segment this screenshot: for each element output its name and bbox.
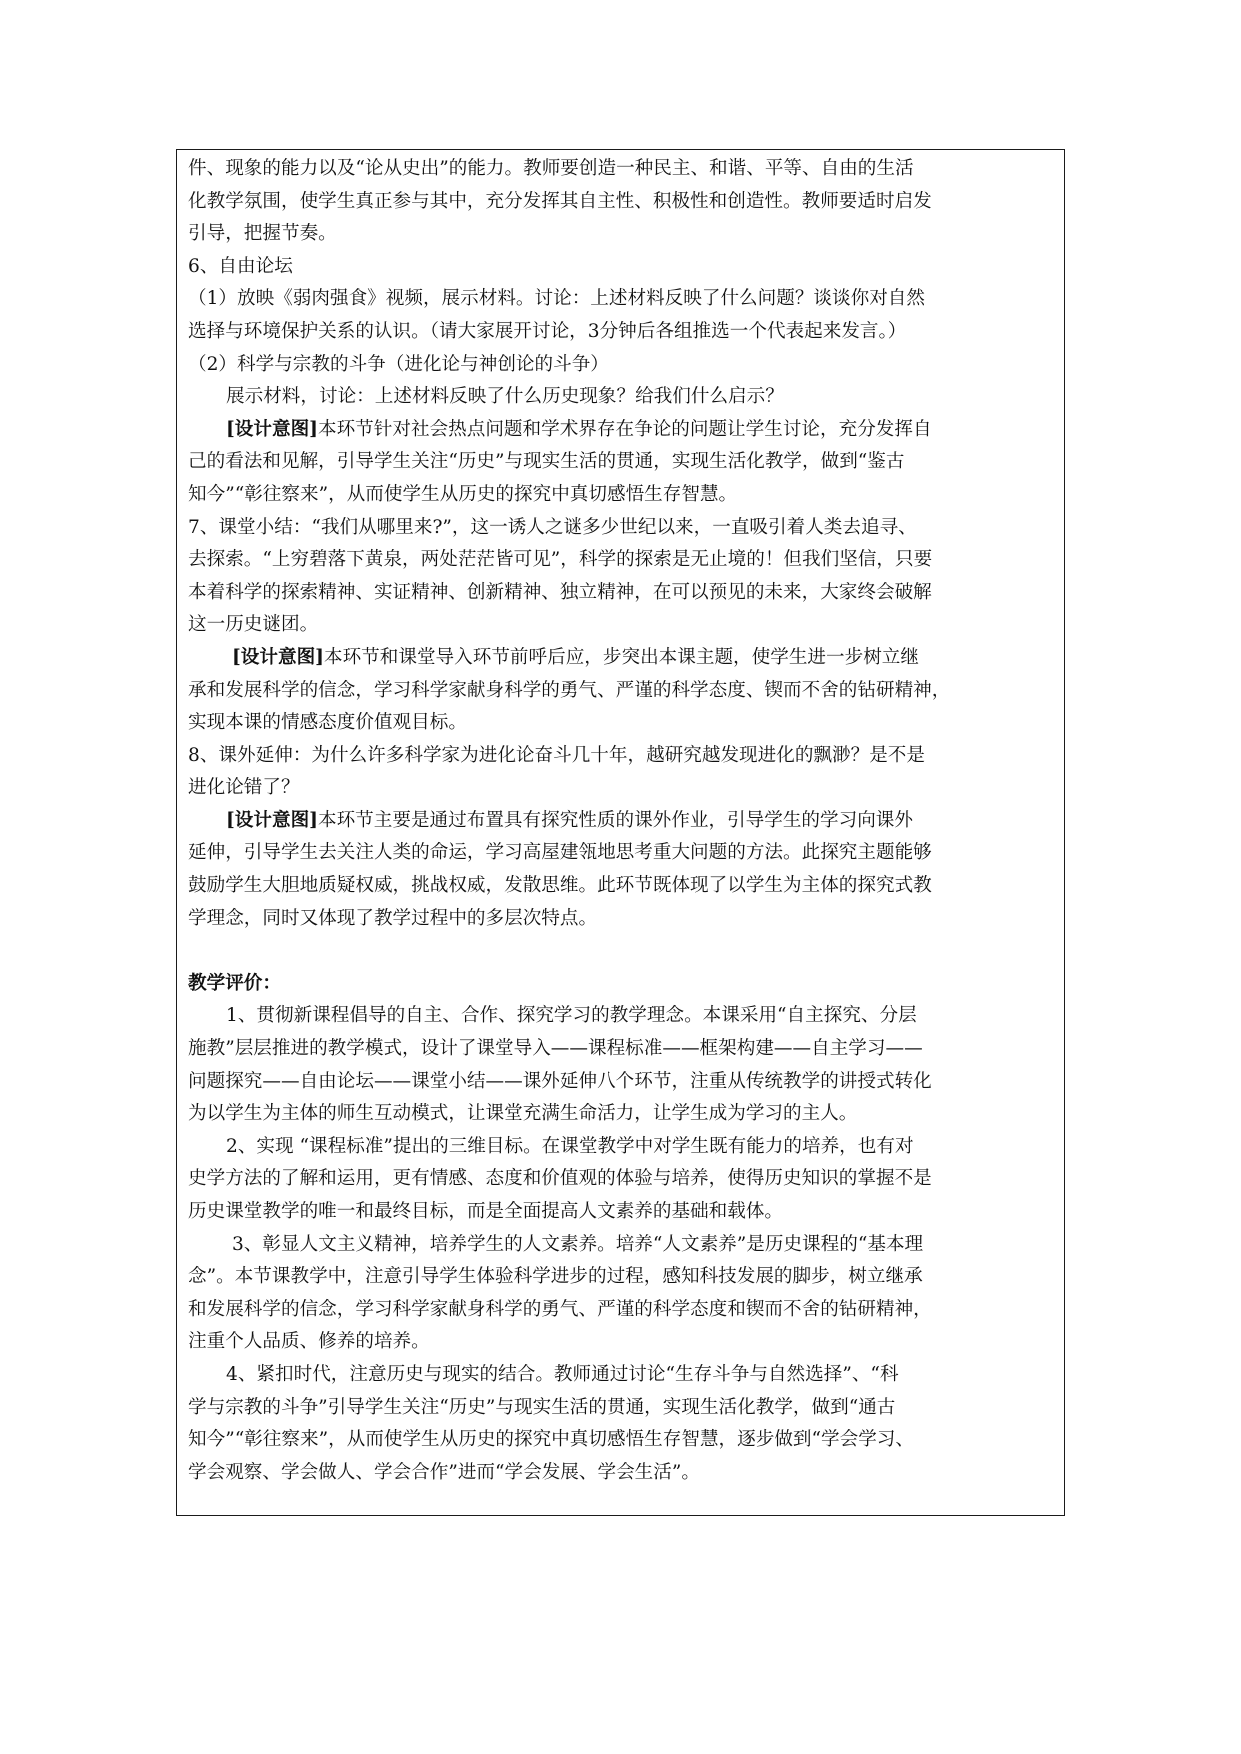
text-line bbox=[188, 1294, 1052, 1327]
text-line bbox=[188, 837, 1052, 870]
text-line bbox=[188, 1098, 1052, 1131]
design-intent-label: [设计意图] bbox=[226, 418, 318, 440]
line-text: 和发展科学的信念，学习科学家献身科学的勇气、严谨的科学态度和锲而不舍的钻研精神， bbox=[188, 1298, 932, 1320]
line-text: 6、自由论坛 bbox=[188, 255, 293, 277]
document-body bbox=[188, 153, 1052, 1489]
text-line bbox=[188, 251, 1052, 284]
line-text: 2、实现 “课程标准”提出的三维目标。在课堂教学中对学生既有能力的培养，也有对 bbox=[226, 1135, 914, 1157]
line-text: 承和发展科学的信念，学习科学家献身科学的勇气、严谨的科学态度、锲而不舍的钻研精神， bbox=[188, 679, 951, 701]
text-line bbox=[188, 153, 1052, 186]
line-text: 本环节主要是通过布置具有探究性质的课外作业，引导学生的学习向课外 bbox=[317, 809, 913, 831]
text-line bbox=[188, 283, 1052, 316]
text-line bbox=[188, 414, 1052, 447]
text-line bbox=[188, 642, 1052, 675]
design-intent-label: [设计意图] bbox=[232, 646, 324, 668]
line-text: 问题探究——自由论坛——课堂小结——课外延伸八个环节，注重从传统教学的讲授式转化 bbox=[188, 1070, 932, 1092]
line-text: 本环节和课堂导入环节前呼后应，步突出本课主题，使学生进一步树立继 bbox=[323, 646, 919, 668]
line-text: 引导，把握节奏。 bbox=[188, 223, 337, 245]
line-text: 学理念，同时又体现了教学过程中的多层次特点。 bbox=[188, 907, 598, 929]
text-line bbox=[188, 1131, 1052, 1164]
line-text: 史学方法的了解和运用，更有情感、态度和价值观的体验与培养，使得历史知识的掌握不是 bbox=[188, 1168, 932, 1190]
text-line bbox=[188, 740, 1052, 773]
line-text: 3、彰显人文主义精神，培养学生的人文素养。培养“人文素养”是历史课程的“基本理 bbox=[232, 1233, 924, 1255]
text-line bbox=[188, 381, 1052, 414]
text-line bbox=[188, 577, 1052, 610]
line-text: 选择与环境保护关系的认识。（请大家展开讨论，3分钟后各组推选一个代表起来发言。） bbox=[188, 320, 907, 342]
line-text: 教学评价： bbox=[188, 972, 281, 994]
line-text: 4、紧扣时代，注意历史与现实的结合。教师通过讨论“生存斗争与自然选择”、“科 bbox=[226, 1363, 899, 1385]
text-line bbox=[188, 1261, 1052, 1294]
text-line bbox=[188, 218, 1052, 251]
text-line bbox=[188, 1033, 1052, 1066]
text-line bbox=[188, 186, 1052, 219]
text-line bbox=[188, 870, 1052, 903]
text-line bbox=[188, 772, 1052, 805]
text-line bbox=[188, 1457, 1052, 1490]
text-line bbox=[188, 903, 1052, 936]
line-text: 己的看法和见解，引导学生关注“历史”与现实生活的贯通，实现生活化教学，做到“鉴古 bbox=[188, 451, 905, 473]
text-line bbox=[188, 805, 1052, 838]
line-text: 8、课外延伸：为什么许多科学家为进化论奋斗几十年，越研究越发现进化的飘渺？是不是 bbox=[188, 744, 925, 766]
line-text: 7、课堂小结：“我们从哪里来?”，这一诱人之谜多少世纪以来，一直吸引着人类去追寻、 bbox=[188, 516, 917, 538]
line-text: 知今”“彰往察来”，从而使学生从历史的探究中真切感悟生存智慧，逐步做到“学会学习、 bbox=[188, 1429, 914, 1451]
line-text: 件、现象的能力以及“论从史出”的能力。教师要创造一种民主、和谐、平等、自由的生活 bbox=[188, 158, 914, 179]
line-text: 展示材料，讨论：上述材料反映了什么历史现象？给我们什么启示？ bbox=[226, 386, 784, 408]
line-text: 鼓励学生大胆地质疑权威，挑战权威，发散思维。此环节既体现了以学生为主体的探究式教 bbox=[188, 875, 932, 897]
line-text: 学会观察、学会做人、学会合作”进而“学会发展、学会生活”。 bbox=[188, 1461, 700, 1483]
text-line bbox=[188, 446, 1052, 479]
text-line bbox=[188, 1326, 1052, 1359]
text-line bbox=[188, 349, 1052, 382]
line-text: 1、贯彻新课程倡导的自主、合作、探究学习的教学理念。本课采用“自主探究、分层 bbox=[226, 1005, 917, 1027]
line-text: 施教”层层推进的教学模式，设计了课堂导入——课程标准——框架构建——自主学习—— bbox=[188, 1038, 923, 1060]
text-line bbox=[188, 707, 1052, 740]
text-line bbox=[188, 968, 1052, 1001]
line-text: 实现本课的情感态度价值观目标。 bbox=[188, 712, 467, 734]
text-line bbox=[188, 1000, 1052, 1033]
document-table-cell bbox=[176, 149, 1065, 1516]
text-line bbox=[188, 1359, 1052, 1392]
line-text: 为以学生为主体的师生互动模式，让课堂充满生命活力，让学生成为学习的主人。 bbox=[188, 1103, 858, 1125]
text-line bbox=[188, 1392, 1052, 1425]
line-text: 这一历史谜团。 bbox=[188, 614, 319, 636]
line-text: 化教学氛围，使学生真正参与其中，充分发挥其自主性、积极性和创造性。教师要适时启发 bbox=[188, 190, 932, 212]
text-line bbox=[188, 316, 1052, 349]
line-text: 本环节针对社会热点问题和学术界存在争论的问题让学生讨论，充分发挥自 bbox=[317, 418, 932, 440]
text-line bbox=[188, 1196, 1052, 1229]
line-text: 知今”“彰往察来”，从而使学生从历史的探究中真切感悟生存智慧。 bbox=[188, 483, 738, 505]
text-line bbox=[188, 1424, 1052, 1457]
line-text: 历史课堂教学的唯一和最终目标，而是全面提高人文素养的基础和载体。 bbox=[188, 1201, 784, 1222]
text-line bbox=[188, 1163, 1052, 1196]
line-text: 本着科学的探索精神、实证精神、创新精神、独立精神，在可以预见的未来，大家终会破解 bbox=[188, 581, 932, 603]
text-line bbox=[188, 479, 1052, 512]
line-text: 去探索。“上穷碧落下黄泉，两处茫茫皆可见”，科学的探索是无止境的！但我们坚信，只要 bbox=[188, 549, 933, 571]
text-line bbox=[188, 609, 1052, 642]
blank-line bbox=[188, 935, 1052, 968]
line-text: 注重个人品质、修养的培养。 bbox=[188, 1331, 430, 1353]
line-text: 延伸，引导学生去关注人类的命运，学习高屋建瓴地思考重大问题的方法。此探究主题能够 bbox=[188, 842, 932, 864]
design-intent-label: [设计意图] bbox=[226, 809, 318, 831]
text-line bbox=[188, 1229, 1052, 1262]
line-text: 进化论错了？ bbox=[188, 777, 300, 799]
line-text: 学与宗教的斗争”引导学生关注“历史”与现实生活的贯通，实现生活化教学，做到“通古 bbox=[188, 1396, 896, 1418]
line-text: （2）科学与宗教的斗争（进化论与神创论的斗争） bbox=[188, 353, 609, 375]
text-line bbox=[188, 544, 1052, 577]
text-line bbox=[188, 675, 1052, 708]
text-line bbox=[188, 512, 1052, 545]
line-text: （1）放映《弱肉强食》视频，展示材料。讨论：上述材料反映了什么问题？谈谈你对自然 bbox=[188, 288, 925, 310]
text-line bbox=[188, 1066, 1052, 1099]
line-text: 念”。本节课教学中，注意引导学生体验科学进步的过程，感知科技发展的脚步，树立继承 bbox=[188, 1266, 923, 1288]
